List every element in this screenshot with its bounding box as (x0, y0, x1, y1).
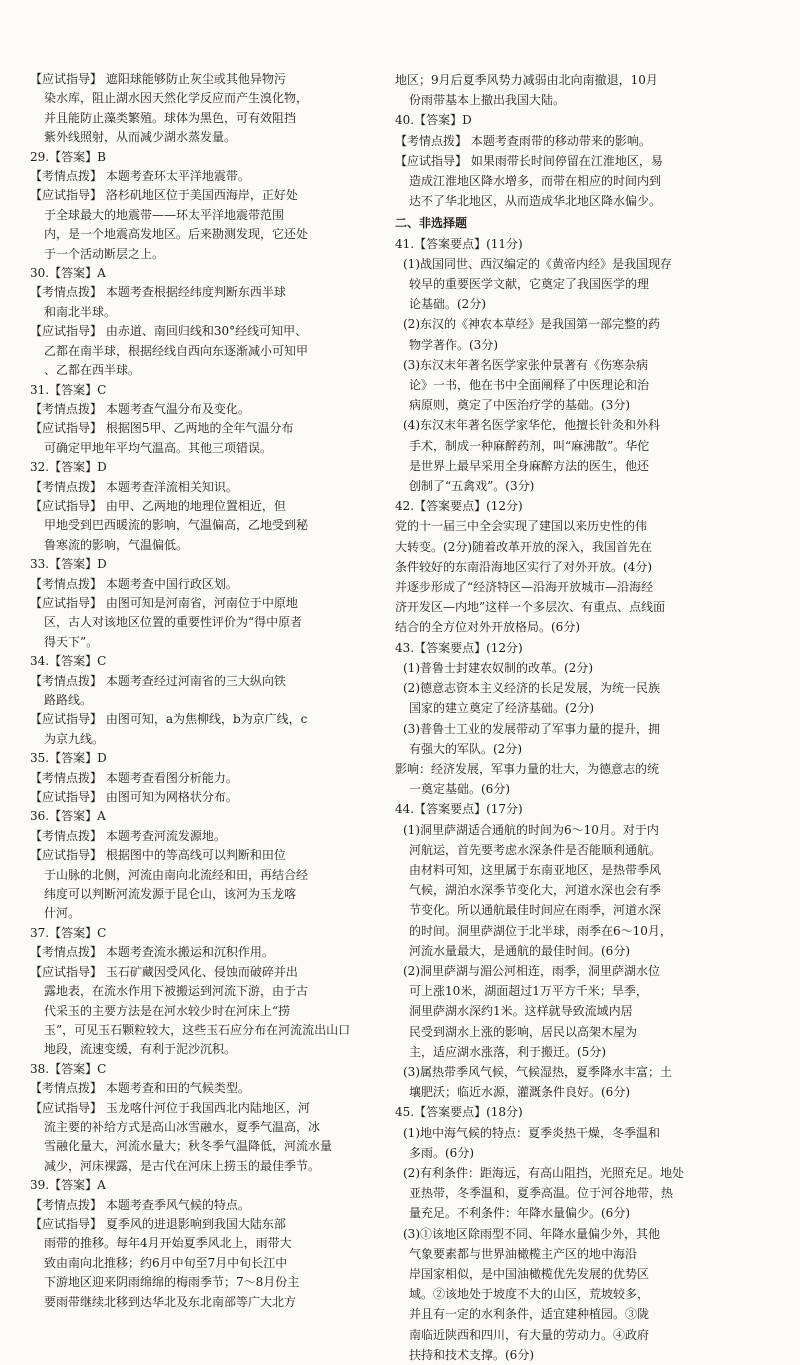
text-line: 并且能防止藻类繁殖。球体为黑色，可有效阻挡 (44, 110, 297, 125)
text-line: 是世界上最早采用全身麻醉方法的医生，他还 (409, 458, 650, 473)
text-line: 【应试指导】 夏季风的进退影响到我国大陆东部 (30, 1216, 286, 1231)
text-line: 鲁寒流的影响，气温偏低。 (44, 537, 189, 552)
text-line: (1)普鲁士封建农奴制的改革。(2分) (403, 660, 593, 675)
text-line: 论基础。(2分) (409, 297, 486, 312)
text-line: (2)有利条件：距海远，有高山阻挡，光照充足。地处 (403, 1165, 685, 1180)
answer-block-q31 (30, 381, 380, 459)
text-line: 36.【答案】A (30, 809, 106, 824)
text-line: 有强大的军队。(2分) (409, 741, 522, 756)
text-line: 什河。 (44, 906, 81, 921)
text-line: 【考情点拨】 本题考查流水搬运和沉积作用。 (30, 945, 274, 960)
text-line: (4)东汉末年著名医学家华佗，他擅长针灸和外科 (403, 418, 660, 433)
text-line: 【考情点拨】 本题考查河流发源地。 (30, 828, 226, 843)
text-line: 【考情点拨】 本题考查洋流相关知识。 (30, 479, 238, 494)
text-line: 【应试指导】 洛杉矶地区位于美国西海岸，正好处 (30, 188, 298, 203)
answer-block-q34 (30, 652, 380, 749)
text-line: 39.【答案】A (30, 1178, 106, 1193)
text-line: 【应试指导】 遮阳球能够防止灰尘或其他异物污 (30, 72, 286, 86)
text-line: 亚热带，冬季温和，夏季高温。位于河谷地带，热 (409, 1186, 674, 1201)
text-line: 【考情点拨】 本题考查和田的气候类型。 (30, 1081, 250, 1096)
text-line: 地段，流速变缓，有利于泥沙沉积。 (44, 1042, 237, 1057)
answer-block-q35 (30, 749, 380, 807)
answer-block-q39 (30, 1176, 380, 1312)
answer-block-sec2 (395, 213, 765, 233)
answer-block-q39_tail (395, 70, 765, 110)
text-line: 河航运，首先要考虑水深条件是否能顺利通航。 (409, 842, 662, 857)
text-line: 民受到湖水上涨的影响，居民以高架木屋为 (409, 1024, 638, 1039)
text-line: 内，是一个地震高发地区。后来勘测发现，它还处 (44, 227, 309, 242)
text-line: 【应试指导】 由赤道、南回归线和30°经线可知甲、 (30, 324, 308, 339)
text-line: 33.【答案】D (30, 557, 107, 572)
text-line: 雨带的推移。每年4月开始夏季风北上，雨带大 (44, 1236, 292, 1251)
text-line: 【考情点拨】 本题考查根据经纬度判断东西半球 (30, 285, 286, 300)
text-line: 条件较好的东南沿海地区实行了对外开放。(4分) (395, 559, 652, 574)
text-line: 【应试指导】 由图可知是河南省，河南位于中原地 (30, 595, 298, 610)
text-line: 气象要素都与世界油橄榄主产区的地中海沿 (409, 1246, 638, 1261)
text-line: 【考情点拨】 本题考查看图分析能力。 (30, 770, 238, 785)
text-line: 紫外线照射，从而减少湖水蒸发量。 (44, 130, 237, 145)
text-line: 44.【答案要点】(17分) (395, 802, 523, 817)
text-line: 量充足。不利条件：年降水量偏少。(6分) (409, 1206, 630, 1221)
text-line: 洞里萨湖水深约1米。这样就导致流域内居 (409, 1004, 633, 1019)
text-line: 主，适应湖水涨落，利于搬迁。(5分) (409, 1044, 606, 1059)
text-line: 【应试指导】 根据图5甲、乙两地的全年气温分布 (30, 421, 294, 436)
answer-block-q28_tail (30, 70, 380, 148)
text-line: 35.【答案】D (30, 751, 107, 766)
right-column (395, 70, 765, 1365)
text-line: 气候，湖泊水深季节变化大，河道水深也会有季 (409, 883, 662, 898)
text-line: 国家的建立奠定了经济基础。(2分) (409, 701, 594, 716)
text-line: 扶持和技术支撑。(6分) (409, 1347, 534, 1362)
text-line: 【考情点拨】 本题考查季风气候的特点。 (30, 1197, 250, 1212)
text-line: 40.【答案】D (395, 113, 472, 128)
text-line: 【应试指导】 根据图中的等高线可以判断和田位 (30, 848, 286, 863)
text-line: 路路线。 (44, 693, 93, 707)
text-line: 38.【答案】C (30, 1061, 107, 1076)
text-line: 手术，制成一种麻醉药剂，叫“麻沸散”。华佗 (409, 438, 650, 453)
text-line: (2)东汉的《神农本草经》是我国第一部完整的药 (403, 317, 660, 332)
text-line: (2)德意志资本主义经济的长足发展，为统一民族 (403, 681, 660, 696)
text-line: (1)地中海气候的特点：夏季炎热干燥，冬季温和 (403, 1125, 660, 1140)
answer-block-q40 (395, 110, 765, 211)
text-line: 得天下”。 (44, 634, 99, 649)
answer-block-q33 (30, 555, 380, 652)
answer-block-q29 (30, 148, 380, 264)
answer-block-q42 (395, 496, 765, 637)
text-line: 甲地受到巴西暖流的影响，气温偏高，乙地受到秘 (44, 518, 309, 533)
text-line: 节变化。所以通航最佳时间应在雨季，河道水深 (409, 903, 662, 918)
answer-block-q32 (30, 458, 380, 555)
text-line: 34.【答案】C (30, 654, 107, 669)
text-line: 为京九线。 (44, 731, 105, 746)
text-line: 玉”，可见玉石颗粒较大，这些玉石应分布在河流流出山口 (44, 1022, 351, 1037)
text-line: 42.【答案要点】(12分) (395, 499, 523, 514)
text-line: 南临近陕西和四川，有大量的劳动力。④政府 (409, 1327, 650, 1342)
text-line: 【考情点拨】 本题考查气温分布及变化。 (30, 401, 250, 416)
text-line: (3)①该地区除雨型不同、年降水量偏少外，其他 (403, 1226, 660, 1241)
text-line: 多雨。(6分) (409, 1145, 474, 1160)
left-column (30, 70, 380, 1312)
text-line: 【考情点拨】 本题考查经过河南省的三大纵向铁 (30, 673, 286, 688)
answer-block-q41 (395, 234, 765, 497)
text-line: 并且有一定的水利条件，适宜建种植园。③陇 (409, 1307, 650, 1322)
text-line: 可上涨10米，湖面超过1万平方千米；旱季， (409, 984, 648, 999)
answer-block-q38 (30, 1060, 380, 1176)
text-line: 大转变。(2分)随着改革开放的深入，我国首先在 (395, 539, 652, 554)
right-column-text (395, 70, 765, 1365)
text-line: 于一个活动断层之上。 (44, 246, 165, 261)
text-line: 域。②该地处于坡度不大的山区，荒坡较多， (409, 1287, 650, 1302)
text-line: 壤肥沃；临近水源，灌溉条件良好。(6分) (409, 1085, 630, 1100)
text-line: 减少，河床裸露，是古代在河床上捞玉的最佳季节。 (44, 1158, 321, 1173)
text-line: 露地表，在流水作用下被搬运到河流下游，由于古 (44, 984, 309, 999)
text-line: 论》一书，他在书中全面阐释了中医理论和治 (409, 378, 650, 393)
text-line: 下游地区迎来阴雨绵绵的梅雨季节；7～8月份主 (44, 1275, 300, 1290)
answer-block-q45 (395, 1102, 765, 1365)
text-line: 和南北半球。 (44, 304, 117, 319)
text-line: 致由南向北推移；约6月中旬至7月中旬长江中 (44, 1255, 288, 1270)
text-line: 【考情点拨】 本题考查雨带的移动带来的影响。 (395, 133, 651, 148)
text-line: 雪融化量大，河流水量大；秋冬季气温降低，河流水量 (44, 1139, 333, 1154)
text-line: (2)洞里萨湖与湄公河相连，雨季，洞里萨湖水位 (403, 963, 660, 978)
text-line: 造成江淮地区降水增多，而带在相应的时间内到 (409, 174, 662, 189)
text-line: 二、非选择题 (395, 216, 468, 231)
text-line: 43.【答案要点】(12分) (395, 640, 523, 655)
text-line: 纬度可以判断河流发源于昆仑山，该河为玉龙喀 (44, 887, 297, 902)
text-line: 份雨带基本上撤出我国大陆。 (409, 93, 566, 108)
answer-block-q30 (30, 264, 380, 380)
text-line: 于山脉的北侧，河流由南向北流经和田，再结合经 (44, 867, 309, 882)
text-line: 【应试指导】 由甲、乙两地的地理位置相近，但 (30, 498, 286, 513)
text-line: 32.【答案】D (30, 460, 107, 475)
text-line: (1)洞里萨湖适合通航的时间为6～10月。对于内 (403, 822, 659, 837)
text-line: 可确定甲地年平均气温高。其他三项错误。 (44, 440, 273, 455)
text-line: 31.【答案】C (30, 382, 107, 397)
text-line: 41.【答案要点】(11分) (395, 236, 523, 251)
text-line: 党的十一届三中全会实现了建国以来历史性的伟 (395, 519, 648, 534)
left-column-text (30, 70, 380, 1312)
text-line: 于全球最大的地震带——环太平洋地震带范围 (44, 207, 285, 222)
text-line: 【应试指导】 由图可知，a为焦柳线，b为京广线，c (30, 712, 308, 727)
text-line: 创制了“五禽戏”。(3分) (409, 479, 535, 494)
text-line: 29.【答案】B (30, 149, 106, 164)
text-line: 达不了华北地区，从而造成华北地区降水偏少。 (409, 194, 662, 209)
text-line: 影响：经济发展，军事力量的壮大，为德意志的统 (395, 761, 660, 776)
answer-block-q37 (30, 924, 380, 1060)
text-line: 45.【答案要点】(18分) (395, 1105, 523, 1120)
text-line: 【考情点拨】 本题考查中国行政区划。 (30, 576, 238, 591)
answer-block-q43 (395, 638, 765, 800)
text-line: 【应试指导】 玉龙喀什河位于我国西北内陆地区，河 (30, 1100, 310, 1115)
text-line: 流主要的补给方式是高山冰雪融水，夏季气温高，冰 (44, 1119, 321, 1134)
text-line: 30.【答案】A (30, 266, 106, 281)
text-line: 要雨带继续北移到达华北及东北南部等广大北方 (44, 1294, 297, 1309)
text-line: 由材料可知，这里属于东南亚地区，是热带季风 (409, 862, 662, 877)
answer-block-q36 (30, 807, 380, 923)
text-line: (3)属热带季风气候，气候湿热，夏季降水丰富；土 (403, 1064, 672, 1079)
text-line: 代采玉的主要方法是在河水较少时在河床上“捞 (44, 1003, 291, 1018)
text-line: 济开发区—内地”这样一个多层次、有重点、点线面 (395, 600, 666, 615)
text-line: 【应试指导】 玉石矿藏因受风化、侵蚀而破碎并出 (30, 964, 298, 979)
text-line: (1)战国同世、西汉编定的《黄帝内经》是我国现存 (403, 256, 672, 271)
text-line: 【应试指导】 由图可知为网格状分布。 (30, 790, 238, 805)
text-line: 并逐步形成了“经济特区—沿海开放城市—沿海经 (395, 580, 654, 595)
text-line: 结合的全方位对外开放格局。(6分) (395, 620, 580, 635)
text-line: 、乙都在西半球。 (44, 363, 141, 378)
text-line: 【应试指导】 如果雨带长时间停留在江淮地区，易 (395, 153, 663, 168)
text-line: 染水库，阻止湖水因天然化学反应而产生溴化物， (44, 91, 309, 106)
text-line: 地区；9月后夏季风势力减弱由北向南撤退，10月 (395, 73, 658, 87)
text-line: 【考情点拨】 本题考查环太平洋地震带。 (30, 169, 250, 184)
text-line: 乙都在南半球，根据经线自西向东逐渐减小可知甲 (44, 343, 309, 358)
text-line: 区，古人对该地区位置的重要性评价为“得中原者 (44, 615, 303, 630)
answer-block-q44 (395, 799, 765, 1102)
text-line: 37.【答案】C (30, 925, 107, 940)
text-line: 河流水量最大，是通航的最佳时间。(6分) (409, 943, 630, 958)
text-line: 病原则，奠定了中医治疗学的基础。(3分) (409, 398, 630, 413)
text-line: 较早的重要医学文献，它奠定了我国医学的理 (409, 277, 650, 292)
text-line: (3)普鲁士工业的发展带动了军事力量的提升，拥 (403, 721, 660, 736)
text-line: 物学著作。(3分) (409, 337, 498, 352)
text-line: 的时间。洞里萨湖位于北半球，雨季在6～10月， (409, 923, 672, 938)
text-line: (3)东汉末年著名医学家张仲景著有《伤寒杂病 (403, 357, 648, 372)
text-line: 一奠定基础。(6分) (409, 782, 510, 797)
text-line: 岸国家相似，是中国油橄榄优先发展的优势区 (409, 1266, 650, 1281)
